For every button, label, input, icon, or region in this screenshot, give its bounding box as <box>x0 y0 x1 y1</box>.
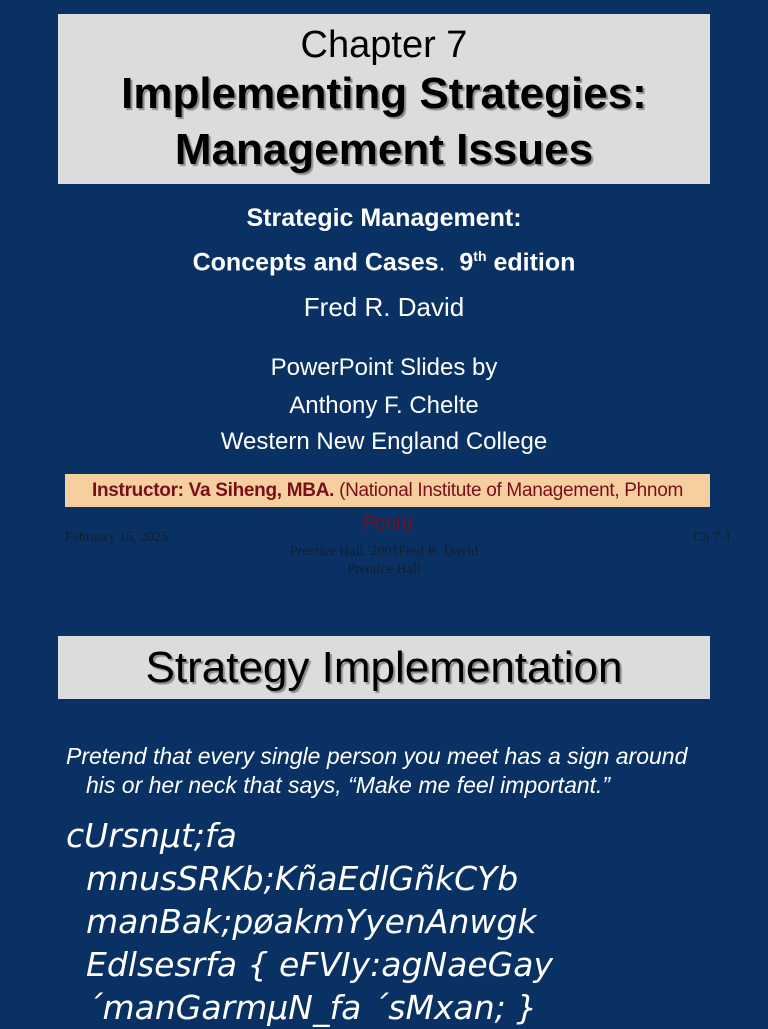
title-line-2: Management Issues <box>174 125 594 174</box>
edition-number: 9 <box>459 248 474 277</box>
footer-center <box>0 543 768 579</box>
book-subtitle-period: . <box>438 248 446 277</box>
footer-center-line-2: Prentice Hall <box>347 562 421 577</box>
ppt-credit-line-2: Anthony F. Chelte <box>289 392 479 419</box>
quote-text <box>66 742 736 800</box>
instructor-banner <box>65 474 710 534</box>
footer-date: February 15, 2025 <box>65 530 169 545</box>
edition-superscript: th <box>473 248 487 264</box>
book-title-line-2 <box>0 248 768 277</box>
chapter-label: Chapter 7 <box>300 24 468 66</box>
edition-word: edition <box>493 248 576 277</box>
khmer-line-1: cUrsnµt;fa <box>66 816 237 855</box>
quote-line-1: Pretend that every single person you meet has a sign around <box>66 743 688 769</box>
khmer-line-4: Edlsesrfa { eFVIy:agNaeGay <box>86 945 553 984</box>
khmer-legacy-text <box>66 814 746 1029</box>
footer-page-number: Ch 7-1 <box>693 530 732 545</box>
book-title-line-1: Strategic Management: <box>246 204 522 232</box>
slide-1-title-box <box>58 14 710 184</box>
title-line-1: Implementing Strategies: <box>121 69 647 118</box>
ppt-credit-line-3: Western New England College <box>220 428 548 455</box>
book-subtitle: Concepts and Cases <box>192 248 439 277</box>
khmer-line-2: mnusSRKb;KñaEdlGñkCYb <box>86 859 519 898</box>
author-name: Fred R. David <box>303 292 465 322</box>
khmer-line-3: manBak;pøakmYyenAnwgk <box>86 902 537 941</box>
slide-2-title: Strategy Implementation <box>58 636 710 699</box>
instructor-name: Instructor: Va Siheng, MBA. <box>92 480 335 501</box>
instructor-organization: (National Institute of Management, Phnom Penh) <box>339 480 683 534</box>
footer-center-line-1: Prentice Hall, 2001Fred R. David <box>289 544 479 559</box>
ppt-credit-line-1: PowerPoint Slides by <box>270 354 498 381</box>
khmer-line-5: ´manGarmµN_fa ´sMxan; } <box>86 988 538 1027</box>
quote-line-2: his or her neck that says, “Make me feel important.” <box>86 772 611 798</box>
